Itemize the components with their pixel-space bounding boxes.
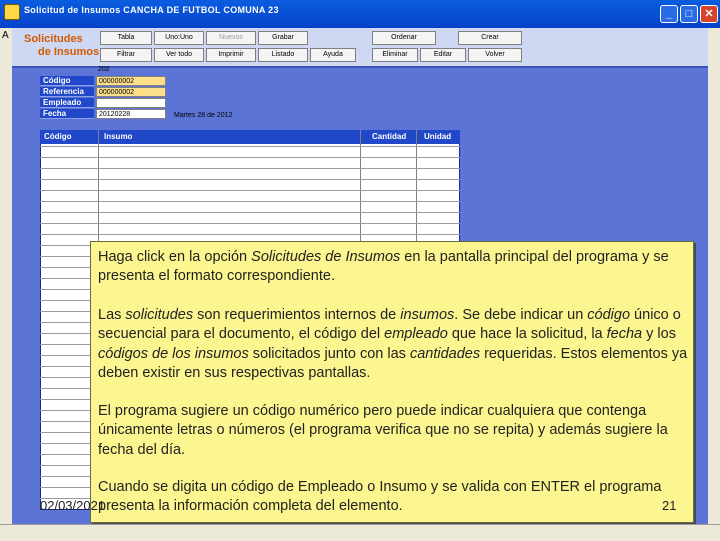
filtrar-button[interactable]: Filtrar <box>100 48 152 62</box>
grabar-button[interactable]: Grabar <box>258 31 308 45</box>
close-button[interactable]: ✕ <box>700 5 718 23</box>
app-icon <box>4 4 20 20</box>
note-paragraph-2: Las solicitudes son requerimientos internos de insumos. Se debe indicar un código único o secuencial para el documento, el código del empleado que hace la solicitud, la fecha y los códigos de los insumos solicitados junto con las cantidades requeridas. Estos elementos ya deben existir en sus respectivas pantallas. <box>98 307 688 382</box>
minimize-button[interactable]: _ <box>660 5 678 23</box>
app-title-line2: de Insumos <box>38 46 100 58</box>
referencia-label: Referencia <box>40 87 94 97</box>
serial-number: 202 <box>98 66 110 73</box>
table-row <box>40 168 460 169</box>
codigo-label: Código <box>40 76 94 86</box>
ayuda-button[interactable]: Ayuda <box>310 48 356 62</box>
note-paragraph-1: Haga click en la opción Solicitudes de Insumos en la pantalla principal del programa y se presenta el formato correspondiente. <box>98 249 669 285</box>
table-row <box>40 212 460 213</box>
uno-uno-button[interactable]: Uno:Uno <box>154 31 204 45</box>
table-row <box>40 190 460 191</box>
table-row <box>40 146 460 147</box>
col-cantidad[interactable]: Cantidad <box>372 132 407 141</box>
col-codigo[interactable]: Código <box>44 132 72 141</box>
referencia-field[interactable]: 000000002 <box>96 87 166 97</box>
fecha-long-text: Martes 28 de 2012 <box>174 112 233 119</box>
listado-button[interactable]: Listado <box>258 48 308 62</box>
note-paragraph-4: Cuando se digita un código de Empleado o Insumo y se valida con ENTER el programa presenta la información completa del elemento. <box>98 479 662 515</box>
fecha-label: Fecha <box>40 109 94 119</box>
codigo-field[interactable]: 000000002 <box>96 76 166 86</box>
slide-page-number: 21 <box>662 498 677 513</box>
table-row <box>40 179 460 180</box>
editar-button[interactable]: Editar <box>420 48 466 62</box>
maximize-button[interactable]: □ <box>680 5 698 23</box>
col-unidad[interactable]: Unidad <box>424 132 452 141</box>
background-app-letter: A <box>2 30 9 41</box>
col-insumo[interactable]: Insumo <box>104 132 133 141</box>
crear-button[interactable]: Crear <box>458 31 522 45</box>
volver-button[interactable]: Volver <box>468 48 522 62</box>
table-row <box>40 157 460 158</box>
tabla-button[interactable]: Tabla <box>100 31 152 45</box>
empleado-label: Empleado <box>40 98 94 108</box>
imprimir-button[interactable]: Imprimir <box>206 48 256 62</box>
status-bar <box>0 524 720 541</box>
table-row <box>40 234 460 235</box>
table-row <box>40 201 460 202</box>
window-title: Solicitud de Insumos CANCHA DE FUTBOL COMUNA 23 <box>24 5 279 15</box>
slide-date: 02/03/2021 <box>40 498 106 513</box>
note-paragraph-3: El programa sugiere un código numérico pero puede indicar cualquiera que contenga únicamente letras o números (el programa verifica que no se repita) y además sugiere la fecha del día. <box>98 403 668 458</box>
ver-todo-button[interactable]: Ver todo <box>154 48 204 62</box>
nuevos-button[interactable]: Nuevos <box>206 31 256 45</box>
eliminar-button[interactable]: Eliminar <box>372 48 418 62</box>
ordenar-button[interactable]: Ordenar <box>372 31 436 45</box>
background-app-frame <box>708 28 720 540</box>
empleado-field[interactable] <box>96 98 166 108</box>
table-row <box>40 223 460 224</box>
app-title-line1: Solicitudes <box>24 33 83 45</box>
fecha-field[interactable]: 20120228 <box>96 109 166 119</box>
